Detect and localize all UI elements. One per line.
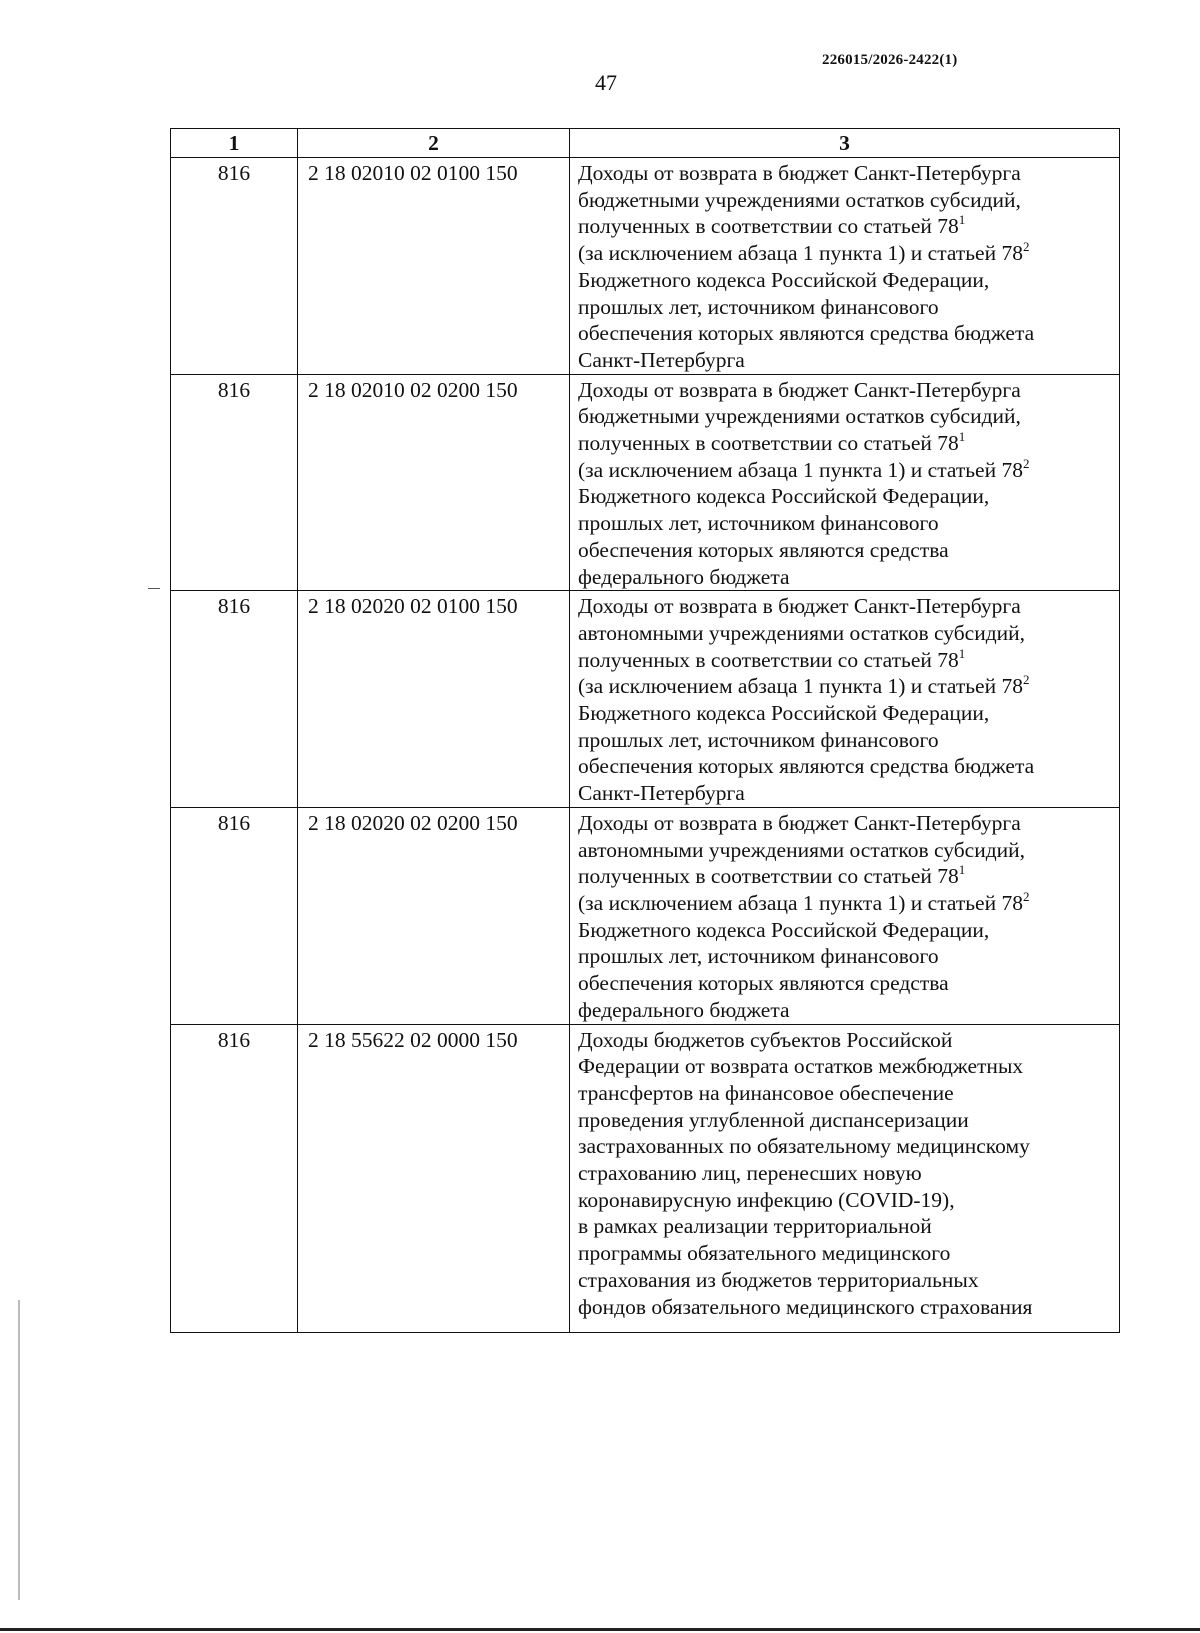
budget-classification-code-cell: 2 18 02010 02 0100 150: [298, 158, 570, 375]
description-line: [578, 510, 1113, 537]
description-line: [578, 1053, 1113, 1080]
description-text: Доходы от возврата в бюджет Санкт-Петербурга: [578, 810, 1021, 835]
description-line: [578, 1240, 1113, 1267]
description-text: федерального бюджета: [578, 564, 790, 589]
description-line: [578, 564, 1113, 591]
description-line: [578, 700, 1113, 727]
administrator-code-cell: 816: [171, 158, 298, 375]
table-row: [171, 807, 1120, 1024]
description-text: (за исключением абзаца 1 пункта 1) и статьей 78: [578, 890, 1023, 915]
description-text: обеспечения которых являются средства: [578, 537, 949, 562]
income-description-cell: [570, 158, 1120, 375]
description-text: обеспечения которых являются средства: [578, 971, 949, 996]
description-text: страхованию лиц, перенесших новую: [578, 1161, 922, 1186]
budget-classification-code-cell: 2 18 55622 02 0000 150: [298, 1024, 570, 1332]
description-line: [578, 837, 1113, 864]
description-line: [578, 320, 1113, 347]
description-text: Доходы от возврата в бюджет Санкт-Петербурга: [578, 377, 1021, 402]
description-line: [578, 997, 1113, 1024]
description-line: [578, 647, 1113, 674]
table-row: [171, 158, 1120, 375]
page-number: 47: [595, 70, 617, 95]
article-superscript: 2: [1022, 239, 1030, 255]
description-text: бюджетными учреждениями остатков субсидий,: [578, 404, 1021, 429]
description-line: [578, 294, 1113, 321]
description-text: Бюджетного кодекса Российской Федерации,: [578, 484, 990, 509]
description-text: прошлых лет, источником финансового: [578, 511, 939, 536]
description-text: полученных в соответствии со статьей 78: [578, 647, 959, 672]
description-line: [578, 970, 1113, 997]
budget-classification-code-cell: 2 18 02010 02 0200 150: [298, 374, 570, 591]
description-text: федерального бюджета: [578, 997, 790, 1022]
description-text: застрахованных по обязательному медицинскому: [578, 1134, 1030, 1159]
administrator-code-cell: 816: [171, 807, 298, 1024]
description-line: [578, 1080, 1113, 1107]
description-text: полученных в соответствии со статьей 78: [578, 214, 959, 239]
description-text: Доходы бюджетов субъектов Российской: [578, 1027, 953, 1052]
description-text: трансфертов на финансовое обеспечение: [578, 1080, 954, 1105]
description-line: [578, 537, 1113, 564]
description-text: полученных в соответствии со статьей 78: [578, 864, 959, 889]
description-line: [578, 810, 1113, 837]
budget-codes-table-container: [170, 128, 1119, 1333]
description-line: [578, 430, 1113, 457]
income-description-cell: [570, 591, 1120, 808]
description-line: [578, 187, 1113, 214]
description-text: бюджетными учреждениями остатков субсидий,: [578, 187, 1021, 212]
description-text: страхования из бюджетов территориальных: [578, 1267, 979, 1292]
description-line: [578, 1133, 1113, 1160]
description-line: [578, 240, 1113, 267]
document-reference-number: 226015/2026-2422(1): [822, 52, 958, 68]
description-line: [578, 1187, 1113, 1214]
description-line: [578, 1267, 1113, 1294]
article-superscript: 1: [958, 645, 966, 661]
description-text: коронавирусную инфекцию (COVID-19),: [578, 1187, 955, 1212]
description-line: [578, 727, 1113, 754]
description-text: Бюджетного кодекса Российской Федерации,: [578, 267, 990, 292]
description-line: [578, 890, 1113, 917]
column-header-2: 2: [298, 129, 570, 158]
description-line: [578, 1294, 1113, 1321]
income-description-cell: [570, 374, 1120, 591]
income-description-cell: [570, 1024, 1120, 1332]
article-superscript: 1: [958, 429, 966, 445]
description-text: Федерации от возврата остатков межбюджетных: [578, 1054, 1024, 1079]
table-body: [171, 158, 1120, 1333]
description-line: [578, 943, 1113, 970]
description-line: [578, 213, 1113, 240]
description-text: программы обязательного медицинского: [578, 1241, 951, 1266]
budget-codes-table: [170, 128, 1120, 1333]
description-text: прошлых лет, источником финансового: [578, 944, 939, 969]
article-superscript: 1: [958, 212, 966, 228]
description-line: [578, 483, 1113, 510]
description-line: [578, 917, 1113, 944]
column-header-3: 3: [570, 129, 1120, 158]
description-text: (за исключением абзаца 1 пункта 1) и статьей 78: [578, 674, 1023, 699]
description-text: полученных в соответствии со статьей 78: [578, 431, 959, 456]
description-text: (за исключением абзаца 1 пункта 1) и статьей 78: [578, 457, 1023, 482]
description-line: [578, 457, 1113, 484]
description-line: [578, 267, 1113, 294]
table-row: [171, 591, 1120, 808]
description-text: обеспечения которых являются средства бюджета: [578, 321, 1035, 346]
description-line: [578, 673, 1113, 700]
table-row: [171, 374, 1120, 591]
administrator-code-cell: 816: [171, 1024, 298, 1332]
administrator-code-cell: 816: [171, 374, 298, 591]
description-line: [578, 753, 1113, 780]
description-line: [578, 347, 1113, 374]
description-text: (за исключением абзаца 1 пункта 1) и статьей 78: [578, 241, 1023, 266]
description-text: Бюджетного кодекса Российской Федерации,: [578, 917, 990, 942]
budget-classification-code-cell: 2 18 02020 02 0100 150: [298, 591, 570, 808]
article-superscript: 1: [958, 862, 966, 878]
description-text: фондов обязательного медицинского страхования: [578, 1294, 1033, 1319]
description-text: Санкт-Петербурга: [578, 781, 745, 806]
description-text: прошлых лет, источником финансового: [578, 727, 939, 752]
description-line: [578, 1160, 1113, 1187]
description-line: [578, 593, 1113, 620]
description-line: [578, 1027, 1113, 1054]
description-line: [578, 403, 1113, 430]
description-text: Доходы от возврата в бюджет Санкт-Петербурга: [578, 161, 1021, 185]
scan-bottom-border: [0, 1628, 1200, 1631]
description-text: автономными учреждениями остатков субсидий,: [578, 837, 1026, 862]
description-line: [578, 1213, 1113, 1240]
description-text: в рамках реализации территориальной: [578, 1214, 932, 1239]
description-text: прошлых лет, источником финансового: [578, 294, 939, 319]
description-text: автономными учреждениями остатков субсидий,: [578, 620, 1026, 645]
description-text: обеспечения которых являются средства бюджета: [578, 754, 1035, 779]
income-description-cell: [570, 807, 1120, 1024]
article-superscript: 2: [1022, 455, 1030, 471]
description-line: [578, 863, 1113, 890]
article-superscript: 2: [1022, 888, 1030, 904]
article-superscript: 2: [1022, 672, 1030, 688]
description-text: Санкт-Петербурга: [578, 347, 745, 372]
administrator-code-cell: 816: [171, 591, 298, 808]
description-line: [578, 377, 1113, 404]
description-line: [578, 1107, 1113, 1134]
description-line: [578, 780, 1113, 807]
description-text: Доходы от возврата в бюджет Санкт-Петербурга: [578, 594, 1021, 619]
description-line: [578, 620, 1113, 647]
description-line: [578, 160, 1113, 187]
scan-margin-mark: [148, 588, 160, 589]
budget-classification-code-cell: 2 18 02020 02 0200 150: [298, 807, 570, 1024]
scan-edge-line: [18, 1300, 20, 1600]
column-header-1: 1: [171, 129, 298, 158]
table-header-row: [171, 129, 1120, 158]
description-text: проведения углубленной диспансеризации: [578, 1107, 969, 1132]
description-text: Бюджетного кодекса Российской Федерации,: [578, 701, 990, 726]
table-row: [171, 1024, 1120, 1332]
